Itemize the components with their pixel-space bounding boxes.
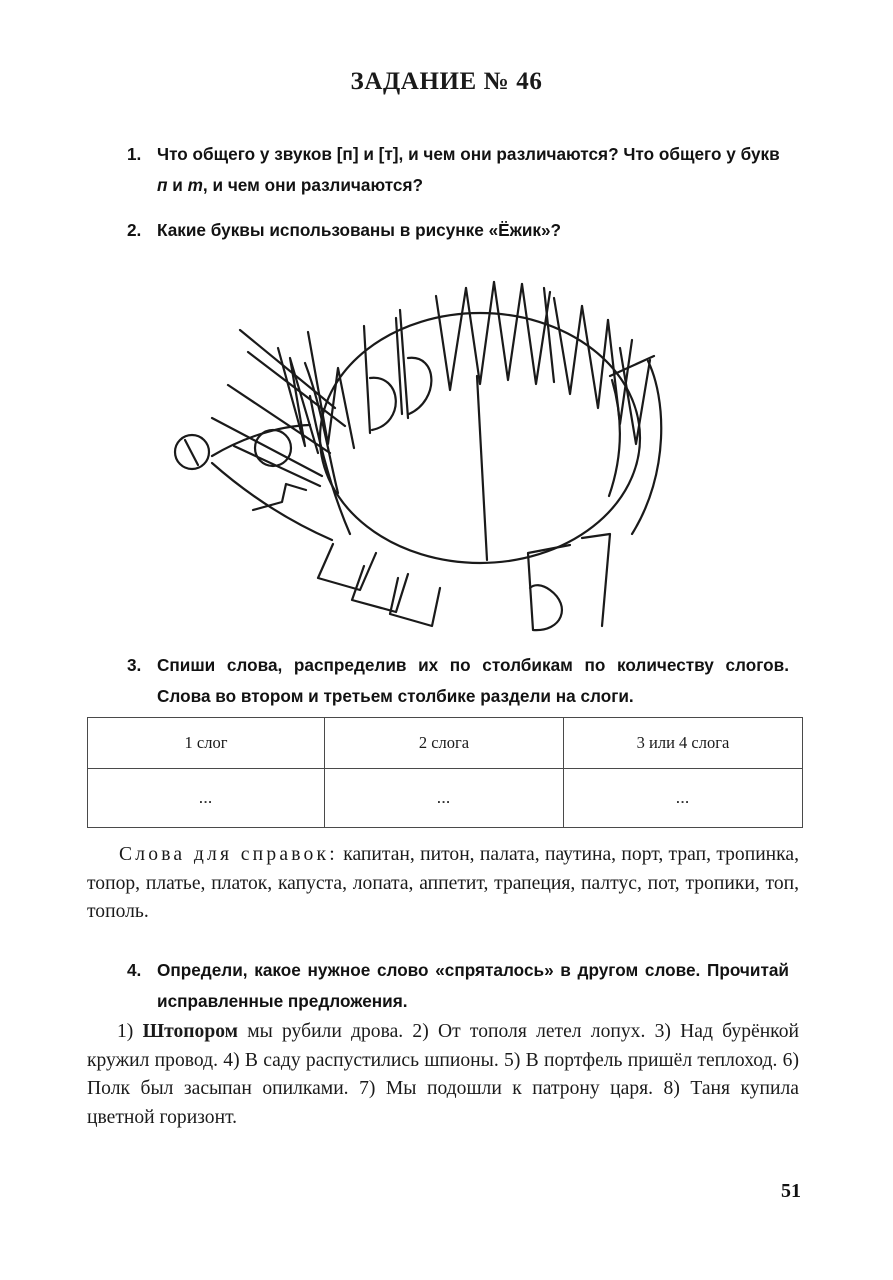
task-text-3: Спиши слова, распределив их по столбикам по количеству слогов. Слова во втором и третьем столбике раздели на слоги. [157,655,789,706]
head-bottom-line [212,463,332,540]
task-item-1 [127,139,787,201]
table-cell-2[interactable]: ... [325,769,564,828]
quill-zigzag-5 [554,298,582,394]
table-header-2-syllables: 2 слога [325,718,564,769]
rear-bracket-inner [609,380,620,496]
task-1-segment-b: и [167,175,188,195]
letter-ge-leg [582,534,610,626]
task-1-italic-te: т [187,175,203,195]
letter-ge-mouth [253,484,306,510]
letter-sha-legs [318,544,440,626]
table-header-1-syllable: 1 слог [88,718,325,769]
sentence-bold-word: Штопором [142,1021,238,1042]
page-title: ЗАДАНИЕ № 46 [350,68,543,95]
nose-tick [185,440,198,465]
body-center-line [477,376,487,560]
table-cell-3[interactable]: ... [564,769,803,828]
task-1-segment-a: Что общего у звуков [п] и [т], и чем они различаются? Что общего у букв [157,144,780,164]
quill-zigzag-1 [436,288,466,390]
quills-group [212,282,654,486]
table-header-3-or-4-syllables: 3 или 4 слога [564,718,803,769]
sentence-number-1: 1) [117,1021,134,1042]
sentences-paragraph [87,1018,799,1132]
reference-words-label: Слова для справок: [119,844,338,865]
letter-yery-bowl [364,326,396,433]
task-1-segment-c: , и чем они различаются? [202,175,423,195]
task-text-1 [157,139,787,201]
task-item-2 [127,215,787,246]
task-item-4 [127,955,789,1017]
sentence-1-rest: мы рубили дрова. [238,1021,404,1042]
task-text-2: Какие буквы использованы в рисунке «Ёжик»? [157,220,562,240]
table-header-row [88,718,803,769]
task-item-3 [127,650,789,712]
letter-be-leg [528,545,570,630]
reference-words-paragraph [87,841,799,927]
table-row[interactable] [88,769,803,828]
table-cell-1[interactable]: ... [88,769,325,828]
task-number-4: 4. [127,960,142,980]
task-number-2: 2. [127,220,142,240]
sentences-remaining: 2) От тополя летел лопух. 3) Над бурёнкой кружил провод. 4) В саду распустились шпионы. 5) В портфель пришёл теплоход. 6) Полк был засыпан опилками. 7) Мы подошли к патрону царя. 8) Таня купила цветной горизонт. [87,1021,799,1128]
task-number-3: 3. [127,655,142,675]
quill-zigzag-6 [582,306,608,408]
hedgehog-illustration [150,248,750,638]
quill-zigzag-3 [494,282,522,380]
quill-zigzag-2 [466,282,494,384]
task-1-italic-pe: п [157,175,168,195]
task-text-4: Определи, какое нужное слово «спряталось» в другом слове. Прочитай исправленные предложения. [157,960,789,1011]
task-number-1: 1. [127,144,142,164]
syllable-table [87,717,803,828]
quill-left-1 [240,330,335,408]
letter-soft-sign [400,310,431,418]
reference-words-list: капитан, питон, палата, паутина, порт, трап, тропинка, топор, платье, платок, капуста, лопата, аппетит, трапеция, палтус, пот, тропики, топ, тополь. [87,844,799,923]
eye-circle [255,430,291,466]
page-number: 51 [781,1180,801,1202]
head-join-line [310,396,350,534]
